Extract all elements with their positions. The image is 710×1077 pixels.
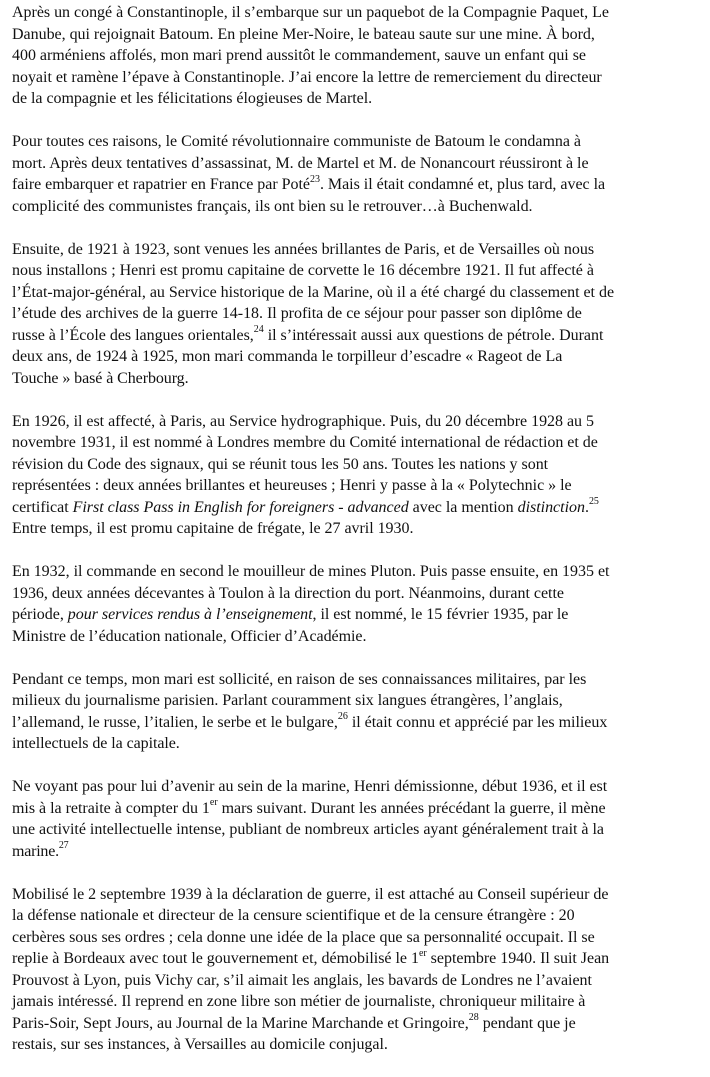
text-line: révision du Code des signaux, qui se réunit tous les 50 ans. Toutes les nations y sont — [12, 455, 549, 473]
text-line: complicité des communistes français, ils ont bien su le retrouver…à Buchenwald. — [12, 197, 533, 215]
text-run: pendant que je — [478, 1014, 576, 1032]
paragraph-8 — [12, 884, 708, 1056]
footnote-ref-27[interactable]: 27 — [58, 840, 69, 852]
text-run: il s’intéressait aussi aux questions de pétrole. Durant — [263, 326, 604, 344]
document-page — [12, 2, 708, 1077]
text-run: . — [584, 498, 589, 516]
text-line — [12, 948, 708, 970]
text-line: restais, sur ses instances, à Versailles au domicile conjugal. — [12, 1036, 388, 1053]
ordinal-superscript: er — [209, 797, 218, 809]
text-line: mort. Après deux tentatives d’assassinat, M. de Martel et M. de Nonancourt réussiront à le — [12, 154, 589, 172]
text-line: novembre 1931, il est nommé à Londres membre du Comité international de rédaction et de — [12, 434, 598, 451]
text-run: mars suivant. Durant les années précédant la guerre, il mène — [217, 799, 606, 817]
text-line: Touche » basé à Cherbourg. — [12, 369, 189, 387]
text-line: Ministre de l’éducation nationale, Officier d’Académie. — [12, 627, 367, 645]
text-line: Prouvost à Lyon, puis Vichy car, s’il aimait les anglais, les bavards de Londres ne l’avaient — [12, 971, 592, 989]
text-run: l’allemand, le russe, l’italien, le serbe et le bulgare, — [12, 713, 338, 731]
text-run: . Mais il était condamné et, plus tard, avec la — [319, 176, 606, 193]
text-line: Ne voyant pas pour lui d’avenir au sein de la marine, Henri démissionne, début 1936, et il est — [12, 778, 608, 795]
text-line — [12, 1013, 708, 1035]
text-run: russe à l’École des langues orientales, — [12, 326, 254, 344]
text-run: faire embarquer et rapatrier en France par Poté — [12, 176, 310, 193]
text-line: Entre temps, il est promu capitaine de frégate, le 27 avril 1930. — [12, 520, 414, 537]
text-line — [12, 712, 708, 734]
text-line: deux ans, de 1924 à 1925, mon mari commanda le torpilleur d’escadre « Rageot de La — [12, 348, 563, 365]
text-line: 400 arméniens affolés, mon mari prend aussitôt le commandement, sauve un enfant qui se — [12, 47, 586, 64]
text-line: cerbères sous ses ordres ; cela donne une idée de la place que sa personnalité occupait. Il se — [12, 928, 595, 946]
text-line: Danube, qui rejoignait Batoum. En pleine Mer-Noire, le bateau saute sur une mine. À bord, — [12, 25, 595, 43]
text-line: 1936, deux années décevantes à Toulon à la direction du port. Néanmoins, durant cette — [12, 584, 564, 602]
footnote-ref-28[interactable]: 28 — [468, 1012, 479, 1024]
text-line: l’État-major-général, au Service historique de la Marine, où il a été chargé du classement et de — [12, 283, 615, 301]
text-run: replie à Bordeaux avec tout le gouvernement et, démobilisé le 1 — [12, 950, 419, 967]
footnote-ref-23[interactable]: 23 — [309, 173, 320, 185]
italic-certificate-title: First class Pass in English for foreigners - advanced — [72, 498, 409, 516]
text-line: l’étude des archives de la guerre 14-18. Il profita de ce séjour pour passer son diplôme de — [12, 305, 582, 322]
text-line: Mobilisé le 2 septembre 1939 à la déclaration de guerre, il est attaché au Conseil supérieur de — [12, 885, 609, 903]
paragraph-1 — [12, 2, 708, 110]
text-line: la défense nationale et directeur de la censure scientifique et de la censure étrangère : 20 — [12, 907, 575, 924]
text-run: septembre 1940. Il suit Jean — [426, 950, 610, 967]
text-run: période, — [12, 606, 68, 623]
text-line: En 1932, il commande en second le mouilleur de mines Pluton. Puis passe ensuite, en 1935 et — [12, 563, 610, 580]
footnote-ref-25[interactable]: 25 — [588, 496, 599, 508]
paragraph-2 — [12, 131, 708, 217]
ordinal-superscript: er — [418, 947, 427, 959]
text-line: En 1926, il est affecté, à Paris, au Service hydrographique. Puis, du 20 décembre 1928 au 5 — [12, 412, 594, 430]
text-line — [12, 798, 708, 820]
paragraph-7 — [12, 776, 708, 862]
paragraph-5 — [12, 561, 708, 647]
italic-distinction: distinction — [517, 498, 585, 516]
text-run: mis à la retraite à compter du 1 — [12, 799, 210, 817]
footnote-ref-24[interactable]: 24 — [253, 324, 264, 336]
text-run: certificat — [12, 498, 73, 516]
paragraph-6 — [12, 669, 708, 755]
text-line: Ensuite, de 1921 à 1923, sont venues les années brillantes de Paris, et de Versailles où nous — [12, 240, 595, 258]
text-run: il était connu et apprécié par les milieux — [347, 713, 608, 731]
text-line: Pendant ce temps, mon mari est sollicité, en raison de ses connaissances militaires, par les — [12, 670, 587, 688]
text-line — [12, 497, 708, 519]
paragraph-4 — [12, 411, 708, 540]
text-line: milieux du journalisme parisien. Parlant couramment six langues étrangères, l’anglais, — [12, 692, 563, 709]
text-line: une activité intellectuelle intense, publiant de nombreux articles ayant généralement trait à la — [12, 821, 604, 838]
text-run: avec la mention — [408, 498, 518, 516]
text-line — [12, 325, 708, 347]
text-run: , il est nommé, le 15 février 1935, par le — [312, 606, 569, 623]
text-line — [12, 174, 708, 196]
paragraph-3 — [12, 239, 708, 390]
text-line: Après un congé à Constantinople, il s’embarque sur un paquebot de la Compagnie Paquet, Le — [12, 4, 609, 21]
text-line: représentées : deux années brillantes et heureuses ; Henri y passe à la « Polytechnic » le — [12, 477, 572, 494]
italic-services-phrase: pour services rendus à l’enseignement — [67, 606, 313, 623]
text-line: nous installons ; Henri est promu capitaine de corvette le 16 décembre 1921. Il fut affecté à — [12, 262, 594, 279]
text-line: Pour toutes ces raisons, le Comité révolutionnaire communiste de Batoum le condamna à — [12, 133, 581, 150]
text-line: de la compagnie et les félicitations élogieuses de Martel. — [12, 90, 373, 107]
footnote-ref-26[interactable]: 26 — [337, 711, 348, 723]
text-run: Paris-Soir, Sept Jours, au Journal de la Marine Marchande et Gringoire, — [12, 1014, 469, 1032]
text-line: jamais intéressé. Il reprend en zone libre son métier de journaliste, chroniqueur militaire à — [12, 993, 586, 1010]
text-line: intellectuels de la capitale. — [12, 735, 180, 752]
text-run: marine. — [12, 842, 59, 860]
text-line — [12, 841, 708, 863]
text-line — [12, 604, 708, 626]
text-line: noyait et ramène l’épave à Constantinople. J’ai encore la lettre de remerciement du directeur — [12, 68, 602, 86]
